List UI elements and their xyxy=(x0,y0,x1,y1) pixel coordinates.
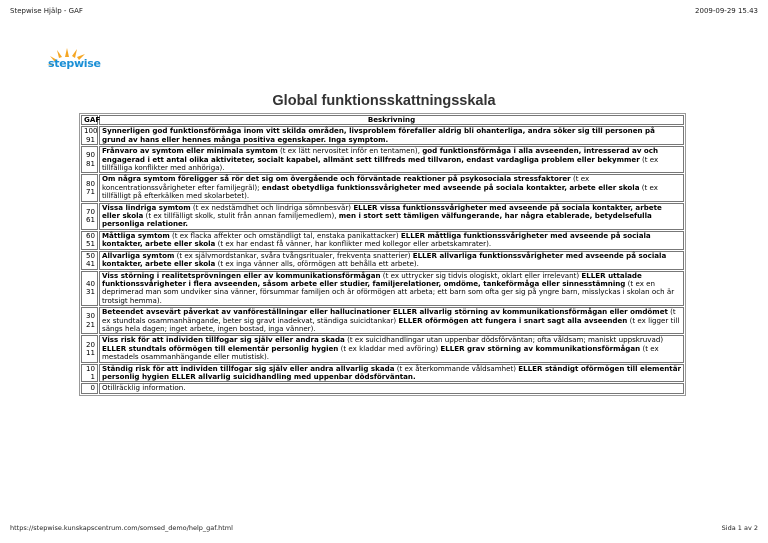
gaf-score-range xyxy=(81,307,98,334)
description-text: (t ex uttrycker sig tidvis ologiskt, oklart eller irrelevant) xyxy=(380,270,582,280)
description-text: (t ex tillfälliga konflikter med anhöriga). xyxy=(102,154,659,173)
description-text: (t ex stundtals osammanhängande, beter sig gravt inadekvat, ständiga suicidtankar) xyxy=(102,307,676,325)
gaf-score-high: 80 xyxy=(85,178,95,188)
description-emphasis: ELLER stundtals oförmögen till elementär personlig hygien xyxy=(102,343,339,353)
description-text: Otillräcklig information. xyxy=(102,383,186,393)
description-emphasis: Viss störning i realitetsprövningen eller av kommunikationsförmågan xyxy=(102,270,381,280)
gaf-score-low: 81 xyxy=(85,158,95,168)
description-emphasis: Måttliga symtom xyxy=(102,230,170,240)
description-emphasis: Ständig risk för att individen tillfogar sig själv eller andra allvarlig skada xyxy=(102,363,395,373)
table-row xyxy=(81,126,684,145)
description-emphasis: Synnerligen god funktionsförmåga inom vitt skilda områden, livsproblem förefaller aldrig bli ohanterliga, andra söker sig till personen på grund av hans eller hennes många positiva egenskaper. Inga symptom. xyxy=(102,126,655,144)
table-row xyxy=(81,271,684,307)
gaf-description xyxy=(99,251,684,270)
description-emphasis: ELLER måttliga funktionssvårigheter med avseende på sociala kontakter, arbete eller skola xyxy=(102,230,651,249)
gaf-score-range xyxy=(81,203,98,230)
table-row xyxy=(81,174,684,201)
description-text: (t ex självmordstankar, svåra tvångsritualer, frekventa snatterier) xyxy=(174,250,413,260)
description-text: (t ex mestadels osammanhängande eller mutistisk). xyxy=(102,343,659,362)
gaf-score-range xyxy=(81,126,98,145)
gaf-score-range xyxy=(81,335,98,362)
table-row xyxy=(81,307,684,334)
description-emphasis: ELLER ständigt oförmögen till elementär personlig hygien ELLER allvarlig suicidhandling med uppenbar dödsförväntan. xyxy=(102,363,681,381)
gaf-score-high: 60 xyxy=(85,230,95,240)
description-emphasis: ELLER allvarliga funktionssvårigheter med avseende på sociala kontakter, arbete eller skola xyxy=(102,250,667,269)
description-text: (t ex återkommande våldsamhet) xyxy=(394,363,519,373)
description-emphasis: endast obetydliga funktionssvårigheter med avseende på sociala kontakter, arbete eller skola xyxy=(261,182,640,192)
gaf-score-range xyxy=(81,364,98,383)
gaf-table-body xyxy=(81,126,684,393)
gaf-description xyxy=(99,364,684,383)
description-text: (t ex koncentrationssvårigheter efter familjegräl); xyxy=(102,174,590,192)
description-text: (t ex tillfälligt på efterkälken med skolarbetet). xyxy=(102,182,658,201)
gaf-score-range xyxy=(81,383,98,393)
gaf-score-high: 100 xyxy=(84,126,98,136)
gaf-description xyxy=(99,271,684,307)
gaf-score-low: 71 xyxy=(85,187,95,197)
print-footer-url: https://stepwise.kunskapscentrum.com/somsed_demo/help_gaf.html xyxy=(10,524,233,532)
gaf-score-high: 20 xyxy=(85,339,95,349)
print-footer-page-number: Sida 1 av 2 xyxy=(721,524,758,532)
description-text: (t ex har endast få vänner, har konflikter med kollegor eller arbetskamrater). xyxy=(215,239,492,249)
gaf-description xyxy=(99,174,684,201)
description-text: (t ex kladdar med avföring) xyxy=(338,343,441,353)
description-emphasis: ELLER vissa funktionssvårigheter med avseende på sociala kontakter, arbete eller skola xyxy=(102,202,662,221)
gaf-score-low: 1 xyxy=(90,371,95,381)
print-header-title: Stepwise Hjälp - GAF xyxy=(10,7,83,15)
gaf-score-range xyxy=(81,271,98,307)
description-emphasis: Beteendet avsevärt påverkat av vanföreställningar eller hallucinationer ELLER allvarlig störning av kommunikationsförmågan eller omdömet xyxy=(102,307,668,317)
description-emphasis: Frånvaro av symtom eller minimala symtom xyxy=(102,146,278,156)
gaf-description xyxy=(99,307,684,334)
column-header-description: Beskrivning xyxy=(99,115,684,125)
description-emphasis: ELLER grav störning av kommunikationsförmågan xyxy=(440,343,641,353)
description-emphasis: Viss risk för att individen tillfogar sig själv eller andra skada xyxy=(102,335,345,345)
gaf-score-high: 70 xyxy=(85,206,95,216)
gaf-description xyxy=(99,126,684,145)
gaf-score-range xyxy=(81,174,98,201)
gaf-score-high: 30 xyxy=(85,311,95,321)
description-emphasis: men i stort sett tämligen välfungerande, har några etablerade, betydelsefulla personliga relationer. xyxy=(102,211,652,229)
description-emphasis: Vissa lindriga symtom xyxy=(102,202,191,212)
table-row xyxy=(81,203,684,230)
gaf-description xyxy=(99,383,684,393)
gaf-score-low: 21 xyxy=(85,319,95,329)
description-text: (t ex ligger till sängs hela dagen; inget arbete, ingen bostad, inga vänner). xyxy=(102,315,680,333)
table-row xyxy=(81,383,684,393)
gaf-score-low: 51 xyxy=(85,239,95,249)
gaf-description xyxy=(99,146,684,173)
description-emphasis: ELLER uttalade funktionssvårigheter i flera avseenden, såsom arbete eller studier, familjerelationer, omdöme, tankeförmåga eller sinnesstämning xyxy=(102,270,642,288)
table-row xyxy=(81,231,684,250)
description-text: (t ex suicidhandlingar utan uppenbar dödsförväntan; ofta våldsam; maniskt uppskruvad) xyxy=(344,335,664,345)
description-text: (t ex en deprimerad man som undviker sina vänner, försummar familjen och är oförmögen att arbeta; ett barn som ofta ger sig på yngre barn, misslyckas i skolan och är trotsigt hemma). xyxy=(102,278,675,305)
gaf-description xyxy=(99,203,684,230)
gaf-score-range xyxy=(81,146,98,173)
column-header-gaf: GAF xyxy=(81,115,98,125)
gaf-score-low: 31 xyxy=(85,287,95,297)
gaf-score-low: 61 xyxy=(85,215,95,225)
description-text: (t ex flacka affekter och omständligt tal, enstaka panikattacker) xyxy=(169,230,401,240)
gaf-score-high: 50 xyxy=(85,250,95,260)
description-emphasis: god funktionsförmåga i alla avseenden, intresserad av och engagerad i ett antal olika aktiviteter, socialt kapabel, allmänt sett tillfreds med tillvaron, endast vardagliga problem eller bekymmer xyxy=(102,146,659,164)
description-text: (t ex nedstämdhet och lindriga sömnbesvär) xyxy=(190,202,354,212)
gaf-score-high: 10 xyxy=(85,363,95,373)
description-emphasis: Allvarliga symtom xyxy=(102,250,175,260)
table-row xyxy=(81,335,684,362)
description-text: (t ex inga vänner alls, oförmögen att behålla ett arbete). xyxy=(215,259,419,269)
gaf-score-range xyxy=(81,251,98,270)
table-row xyxy=(81,364,684,383)
table-header-row xyxy=(81,115,684,125)
gaf-score-low: 11 xyxy=(85,347,95,357)
table-row xyxy=(81,251,684,270)
print-header-datetime: 2009-09-29 15.43 xyxy=(695,7,758,15)
stepwise-logo xyxy=(44,48,101,88)
gaf-description xyxy=(99,335,684,362)
description-text: (t ex lätt nervositet inför en tentamen), xyxy=(277,146,423,156)
gaf-score-high: 0 xyxy=(90,383,95,393)
gaf-score-range xyxy=(81,231,98,250)
gaf-score-low: 91 xyxy=(85,134,95,144)
gaf-score-high: 90 xyxy=(85,150,95,160)
description-text: (t ex tillfälligt skolk, stulit från annan familjemedlem), xyxy=(143,211,339,221)
gaf-description xyxy=(99,231,684,250)
gaf-score-low: 41 xyxy=(85,259,95,269)
description-emphasis: ELLER oförmögen att fungera i snart sagt alla avseenden xyxy=(398,315,628,325)
gaf-table xyxy=(79,113,686,396)
table-row xyxy=(81,146,684,173)
gaf-score-high: 40 xyxy=(85,278,95,288)
page-title: Global funktionsskattningsskala xyxy=(272,93,496,109)
description-emphasis: Om några symtom föreligger så rör det sig om övergående och förväntade reaktioner på psykosociala stressfaktorer xyxy=(102,174,571,184)
logo-wordmark: stepwise xyxy=(48,57,101,70)
